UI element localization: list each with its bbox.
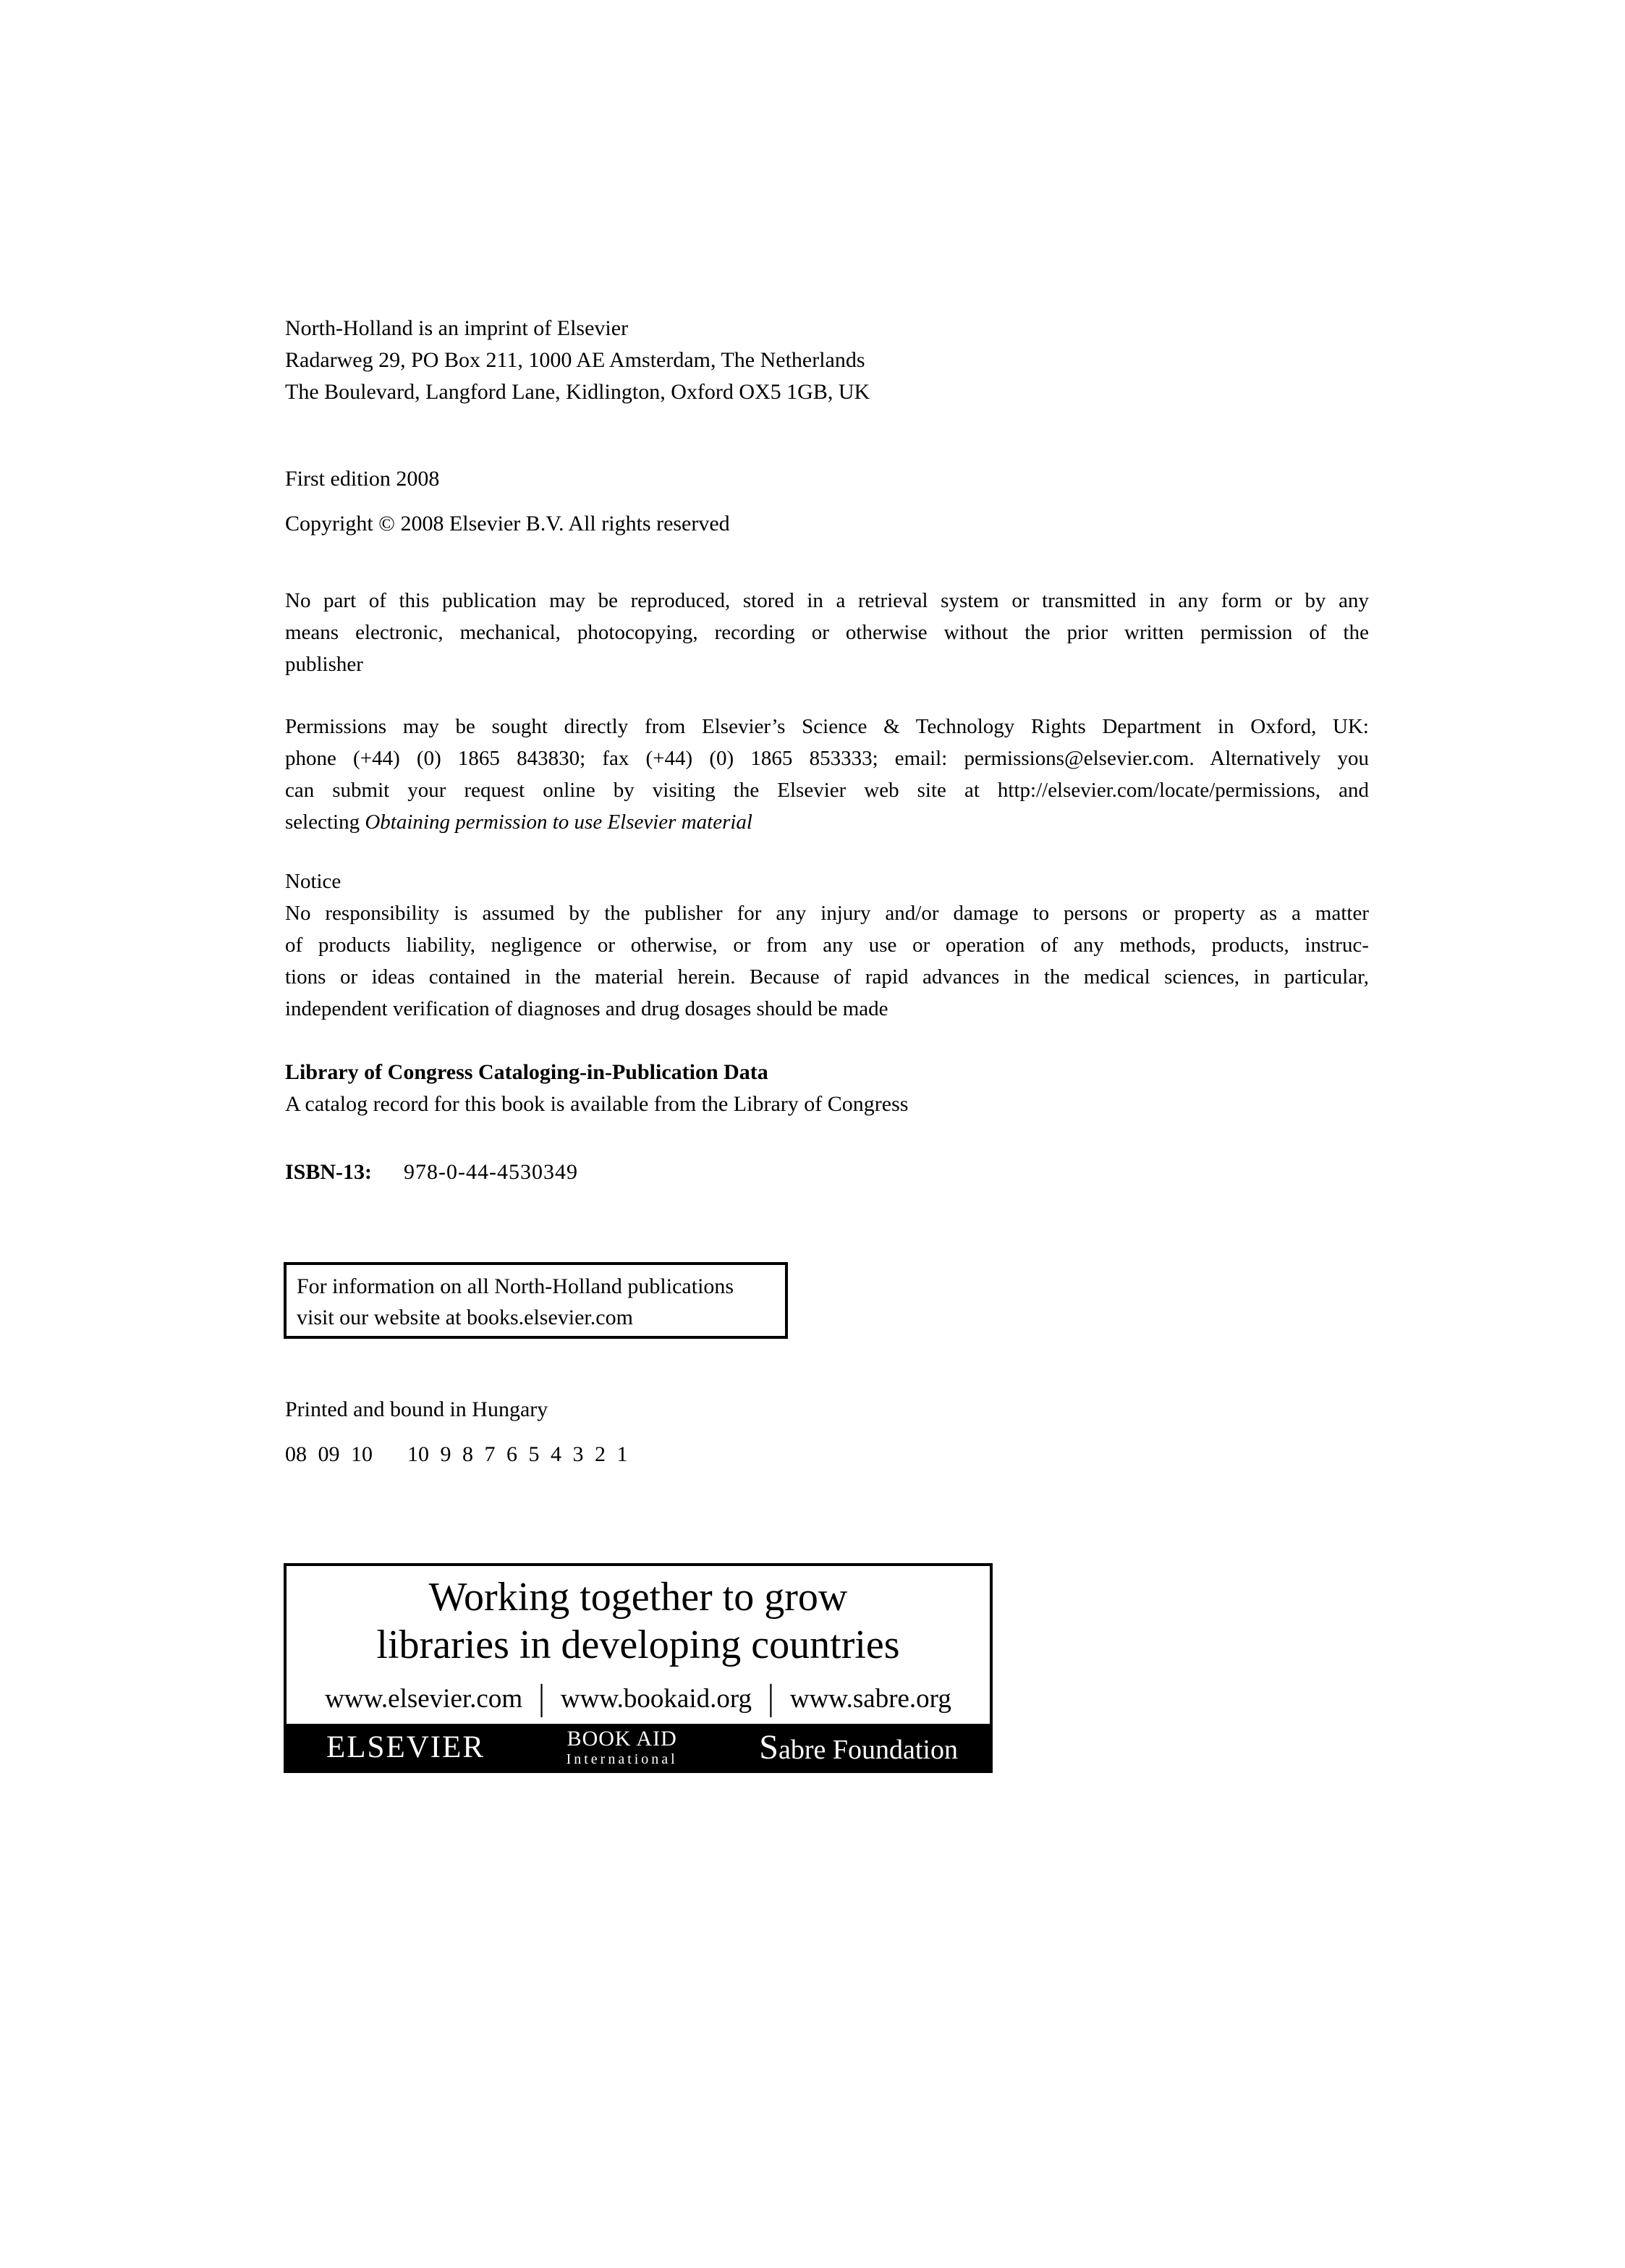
rights-last-line: publisher [285, 653, 363, 676]
banner-upper-area [287, 1566, 990, 1724]
notice-line: of products liability, negligence or otherwise, or from any use or operation of any methods, products, instruc- [285, 934, 1369, 957]
book-aid-logo-top: BOOK AID [567, 1726, 677, 1751]
permissions-justified-lines [285, 711, 1369, 806]
notice-line: No responsibility is assumed by the publisher for any injury and/or damage to persons or property as a matter [285, 902, 1369, 925]
sabre-foundation-logo: Sabre Foundation [759, 1727, 958, 1766]
banner-websites-line [287, 1677, 990, 1718]
elsevier-url: www.elsevier.com [325, 1684, 523, 1714]
printing-sequence: 10 9 8 7 6 5 4 3 2 1 [407, 1442, 628, 1466]
permissions-line: can submit your request online by visiting the Elsevier web site at http://elsevier.com/locate/permissions, and [285, 779, 1369, 802]
imprint-address-block [285, 313, 870, 408]
isbn-label: ISBN-13: [285, 1160, 373, 1184]
library-of-congress-title: Library of Congress Cataloging-in-Publication Data [285, 1060, 768, 1084]
library-of-congress-section [285, 1057, 908, 1120]
banner-logo-bar [287, 1724, 990, 1770]
permissions-italic-phrase: Obtaining permission to use Elsevier material [365, 811, 752, 834]
isbn-line [285, 1156, 578, 1188]
printing-numbers-line [285, 1439, 628, 1471]
elsevier-bookaid-sabre-banner [284, 1563, 993, 1773]
rights-justified-lines [285, 585, 1369, 648]
publications-info-box [284, 1262, 788, 1339]
rights-line: No part of this publication may be reproduced, stored in a retrieval system or transmitted in any form or by any [285, 589, 1369, 612]
printing-location-line: Printed and bound in Hungary [285, 1397, 548, 1421]
rights-paragraph [285, 585, 1369, 680]
library-of-congress-text: A catalog record for this book is available from the Library of Congress [285, 1092, 909, 1116]
notice-line: tions or ideas contained in the material herein. Because of rapid advances in the medical sciences, in particular, [285, 965, 1369, 989]
edition-line: First edition 2008 [285, 467, 440, 491]
notice-last-line: independent verification of diagnoses and drug dosages should be made [285, 997, 888, 1020]
info-box-line: visit our website at books.elsevier.com [297, 1306, 633, 1329]
banner-title [287, 1573, 990, 1669]
book-aid-logo-bottom: International [566, 1751, 678, 1767]
permissions-last-line-prefix: selecting [285, 811, 365, 834]
banner-title-line-1: Working together to grow [428, 1575, 848, 1620]
notice-justified-lines [285, 897, 1369, 993]
book-aid-international-logo [567, 1728, 678, 1766]
banner-title-line-2: libraries in developing countries [376, 1622, 900, 1667]
bookaid-url: www.bookaid.org [560, 1684, 752, 1714]
printing-years: 08 09 10 [285, 1442, 373, 1466]
notice-title: Notice [285, 870, 341, 893]
imprint-line: Radarweg 29, PO Box 211, 1000 AE Amsterdam, The Netherlands [285, 348, 865, 372]
info-box-line: For information on all North-Holland publications [297, 1274, 734, 1298]
elsevier-logo: ELSEVIER [326, 1730, 485, 1764]
imprint-line: The Boulevard, Langford Lane, Kidlington, Oxford OX5 1GB, UK [285, 380, 870, 404]
permissions-paragraph [285, 711, 1369, 838]
permissions-line: phone (+44) (0) 1865 843830; fax (+44) (0) 1865 853333; email: permissions@elsevier.com. Alternatively you [285, 747, 1369, 770]
url-separator: | [538, 1677, 545, 1718]
sabre-url: www.sabre.org [789, 1684, 951, 1714]
permissions-line: Permissions may be sought directly from Elsevier’s Science & Technology Rights Department in Oxford, UK: [285, 715, 1369, 738]
copyright-line: Copyright © 2008 Elsevier B.V. All rights reserved [285, 512, 730, 536]
imprint-line: North-Holland is an imprint of Elsevier [285, 316, 629, 340]
permissions-last-line [285, 806, 1369, 838]
url-separator: | [768, 1677, 774, 1718]
rights-line: means electronic, mechanical, photocopying, recording or otherwise without the prior written permission of the [285, 621, 1369, 644]
isbn-value: 978-0-44-4530349 [404, 1160, 578, 1184]
notice-section [285, 866, 1369, 1025]
